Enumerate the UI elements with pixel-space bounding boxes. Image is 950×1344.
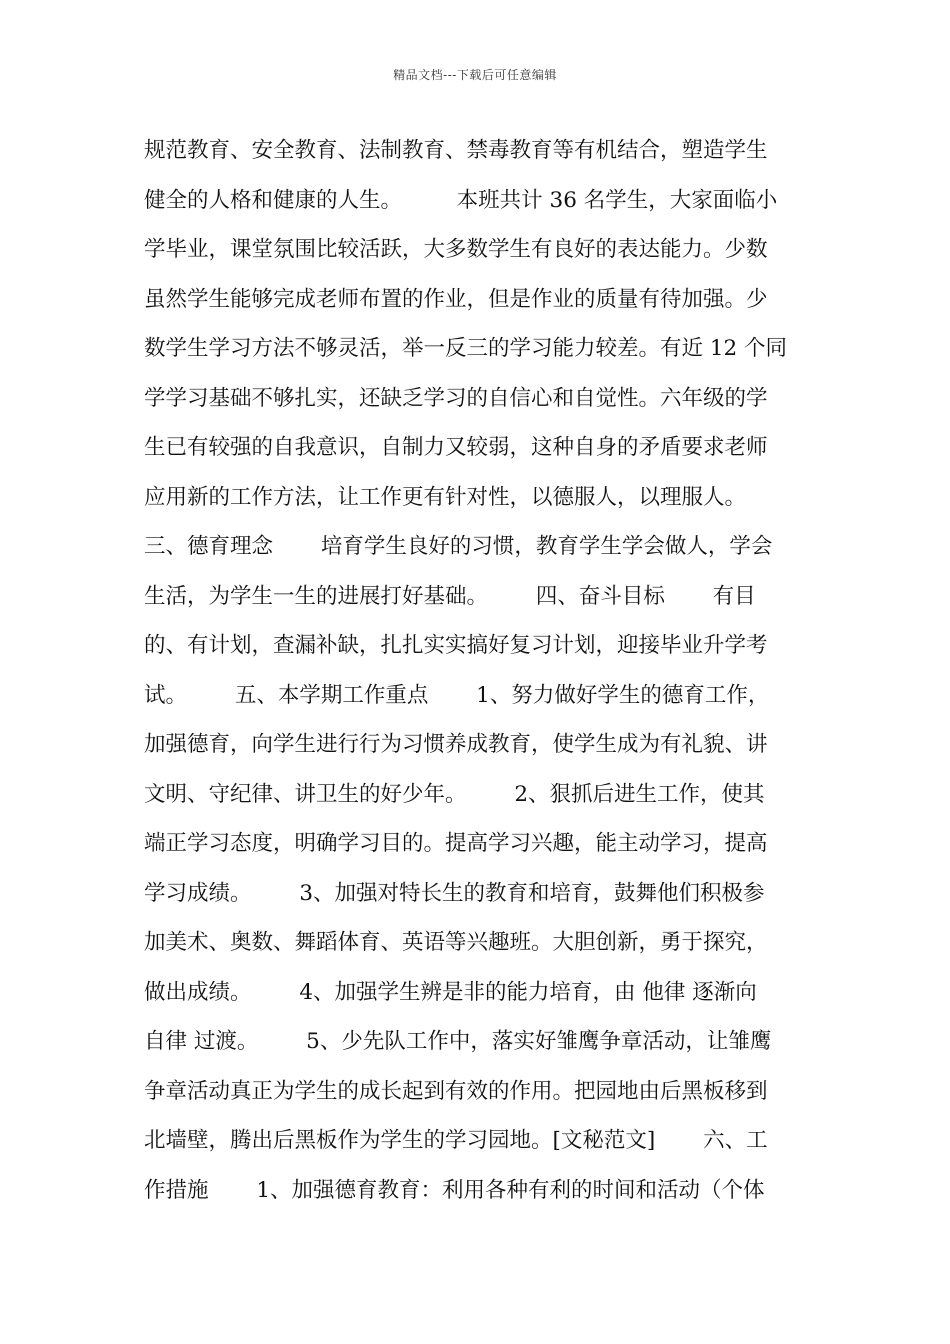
text-line: 学毕业，课堂氛围比较活跃，大多数学生有良好的表达能力。少数 [144,237,768,262]
text-line: 文明、守纪律、讲卫生的好少年。 2、狠抓后进生工作，使其 [144,781,765,807]
text-line: 三、德育理念 培育学生良好的习惯，教育学生学会做人，学会 [144,534,773,559]
body-text [144,126,824,1215]
text-line: 虽然学生能够完成老师布置的作业，但是作业的质量有待加强。少 [144,286,768,312]
text-line: 端正学习态度，明确学习目的。提高学习兴趣，能主动学习，提高 [144,831,768,856]
text-line: 做出成绩。 4、加强学生辨是非的能力培育，由 他律 逐渐向 [144,979,757,1005]
text-line: 学学习基础不够扎实，还缺乏学习的自信心和自觉性。六年级的学 [144,385,768,411]
text-line: 健全的人格和健康的人生。 本班共计 36 名学生，大家面临小 [144,187,778,213]
text-line: 加美术、奥数、舞蹈体育、英语等兴趣班。大胆创新，勇于探究， [144,930,768,955]
text-line: 应用新的工作方法，让工作更有针对性，以德服人，以理服人。 [144,484,747,510]
text-line: 的、有计划，查漏补缺，扎扎实实搞好复习计划，迎接毕业升学考 [144,633,768,658]
text-line: 生活，为学生一生的进展打好基础。 四、奋斗目标 有目 [144,583,756,609]
text-line: 北墙壁，腾出后黑板作为学生的学习园地。[文秘范文] 六、工 [144,1128,768,1153]
text-line: 争章活动真正为学生的成长起到有效的作用。把园地由后黑板移到 [144,1078,768,1104]
text-line: 生已有较强的自我意识，自制力又较弱，这种自身的矛盾要求老师 [144,435,768,460]
text-line: 规范教育、安全教育、法制教育、禁毒教育等有机结合，塑造学生 [144,138,768,163]
text-line: 试。 五、本学期工作重点 1、努力做好学生的德育工作， [144,682,770,708]
text-line: 加强德育，向学生进行行为习惯养成教育，使学生成为有礼貌、讲 [144,732,768,757]
page-header: 精品文档---下载后可任意编辑 [393,68,557,82]
text-line: 数学生学习方法不够灵活，举一反三的学习能力较差。有近 12 个同 [144,336,788,361]
text-line: 学习成绩。 3、加强对特长生的教育和培育，鼓舞他们积极参 [144,880,765,906]
text-line: 作措施 1、加强德育教育：利用各种有利的时间和活动（个体 [144,1177,765,1203]
text-line: 自律 过渡。 5、少先队工作中，落实好雏鹰争章活动，让雏鹰 [144,1029,772,1054]
